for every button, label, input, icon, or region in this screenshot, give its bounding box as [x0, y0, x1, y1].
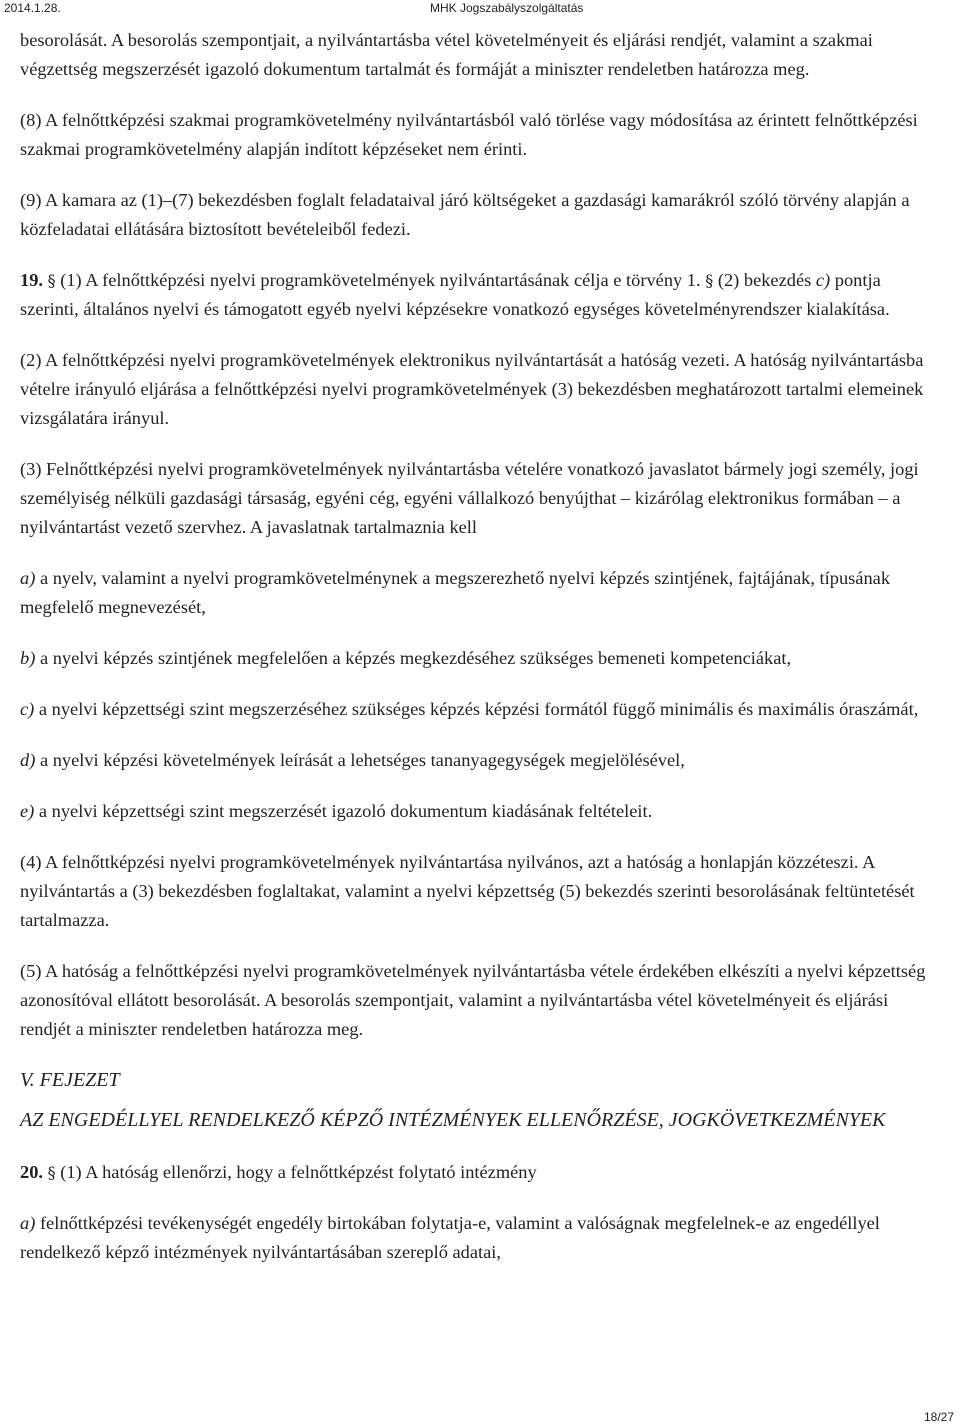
header-date: 2014.1.28.: [4, 1, 61, 15]
section-20-item-a: [20, 1209, 940, 1267]
point-label: c): [815, 270, 831, 290]
section-19-paragraph-3: (3) Felnőttképzési nyelvi programkövetelmények nyilvántartásba vételére vonatkozó javaslatot bármely jogi személy, jogi személyiség nélküli gazdasági társaság, egyéni cég, egyéni vállalkozó benyújthat – kizárólag elektronikus formában – a nyilvántartást vezető szervhez. A javaslatnak tartalmaznia kell: [20, 459, 919, 537]
item-text: felnőttképzési tevékenységét engedély birtokában folytatja-e, valamint a valóságnak megfelelnek-e az engedéllyel rendelkező képző intézmények nyilvántartásában szereplő adatai,: [20, 1213, 880, 1262]
paragraph-9: (9) A kamara az (1)–(7) bekezdésben foglalt feladataival járó költségeket a gazdasági kamarákról szóló törvény alapján a közfeladatai ellátására biztosított bevételeiből fedezi.: [20, 190, 910, 239]
item-text: a nyelvi képzettségi szint megszerzését igazoló dokumentum kiadásának feltételeit.: [38, 801, 653, 821]
item-label: a): [20, 568, 36, 588]
section-sign: §: [47, 1163, 56, 1182]
section-20-number: 20.: [20, 1162, 43, 1182]
item-label: b): [20, 648, 36, 668]
section-19-paragraph-5: (5) A hatóság a felnőttképzési nyelvi programkövetelmények nyilvántartásba vétele érdekében elkészíti a nyelvi képzettség azonosítóval ellátott besorolását. A besorolás szempontjait, valamint a nyilvántartásba vétel követelményeit és eljárási rendjét a miniszter rendeletben határozza meg.: [20, 961, 926, 1039]
list-item-d: [20, 746, 940, 775]
section-19-text-b: (2) bekezdés: [717, 270, 812, 290]
item-label: e): [20, 801, 35, 821]
section-20-text: (1) A hatóság ellenőrzi, hogy a felnőttképzést folytató intézmény: [60, 1162, 537, 1182]
item-text: a nyelvi képzési követelmények leírását a lehetséges tananyagegységek megjelölésével,: [39, 750, 685, 770]
section-sign: §: [47, 271, 56, 290]
list-item-b: [20, 644, 940, 673]
page-number: 18/27: [923, 1410, 954, 1424]
item-text: a nyelvi képzettségi szint megszerzéséhez szükséges képzés képzési formától függő minimális és maximális óraszámát,: [38, 699, 919, 719]
chapter-title: AZ ENGEDÉLLYEL RENDELKEZŐ KÉPZŐ INTÉZMÉNYEK ELLENŐRZÉSE, JOGKÖVETKEZMÉNYEK: [20, 1109, 886, 1131]
section-19-paragraph-4: (4) A felnőttképzési nyelvi programkövetelmények nyilvántartása nyilvános, azt a hatóság a honlapján közzéteszi. A nyilvántartás a (3) bekezdésben foglaltakat, valamint a nyelvi képzettség (5) bekezdés szerinti besorolásának feltüntetését tartalmazza.: [20, 852, 915, 930]
item-text: a nyelv, valamint a nyelvi programkövetelménynek a megszerezhető nyelvi képzés szintjének, fajtájának, típusának megfelelő megnevezését,: [20, 568, 891, 617]
item-label: c): [20, 699, 35, 719]
list-item-c: [20, 695, 940, 724]
section-20-paragraph-1: [20, 1158, 940, 1187]
section-19-text-a: (1) A felnőttképzési nyelvi programkövetelmények nyilvántartásának célja e törvény 1.: [60, 270, 701, 290]
header-title: MHK Jogszabályszolgáltatás: [430, 1, 584, 15]
chapter-heading: V. FEJEZET: [20, 1069, 120, 1091]
list-item-e: [20, 797, 940, 826]
item-label: a): [20, 1213, 36, 1233]
section-sign: §: [705, 271, 714, 290]
section-19-text-c: pontja szerinti, általános nyelvi és támogatott egyéb nyelvi képzésekre vonatkozó egységes követelményrendszer kialakítása.: [20, 270, 890, 319]
section-19-paragraph-1: [20, 266, 940, 324]
list-item-a: [20, 564, 940, 622]
item-text: a nyelvi képzés szintjének megfelelően a képzés megkezdéséhez szükséges bemeneti kompetenciákat,: [39, 648, 792, 668]
section-19-paragraph-2: (2) A felnőttképzési nyelvi programkövetelmények elektronikus nyilvántartását a hatóság vezeti. A hatóság nyilvántartásba vételre irányuló eljárása a felnőttképzési nyelvi programkövetelmények (3) bekezdésben meghatározott tartalmi elemeinek vizsgálatára irányul.: [20, 350, 924, 428]
section-19-number: 19.: [20, 270, 43, 290]
document-body: [20, 26, 940, 1289]
item-label: d): [20, 750, 36, 770]
paragraph-8: (8) A felnőttképzési szakmai programkövetelmény nyilvántartásból való törlése vagy módosítása az érintett felnőttképzési szakmai programkövetelmény alapján indított képzéseket nem érinti.: [20, 110, 918, 159]
paragraph-continuation: besorolását. A besorolás szempontjait, a nyilvántartásba vétel követelményeit és eljárási rendjét, valamint a szakmai végzettség megszerzését igazoló dokumentum tartalmát és formáját a miniszter rendeletben határozza meg.: [20, 30, 873, 79]
